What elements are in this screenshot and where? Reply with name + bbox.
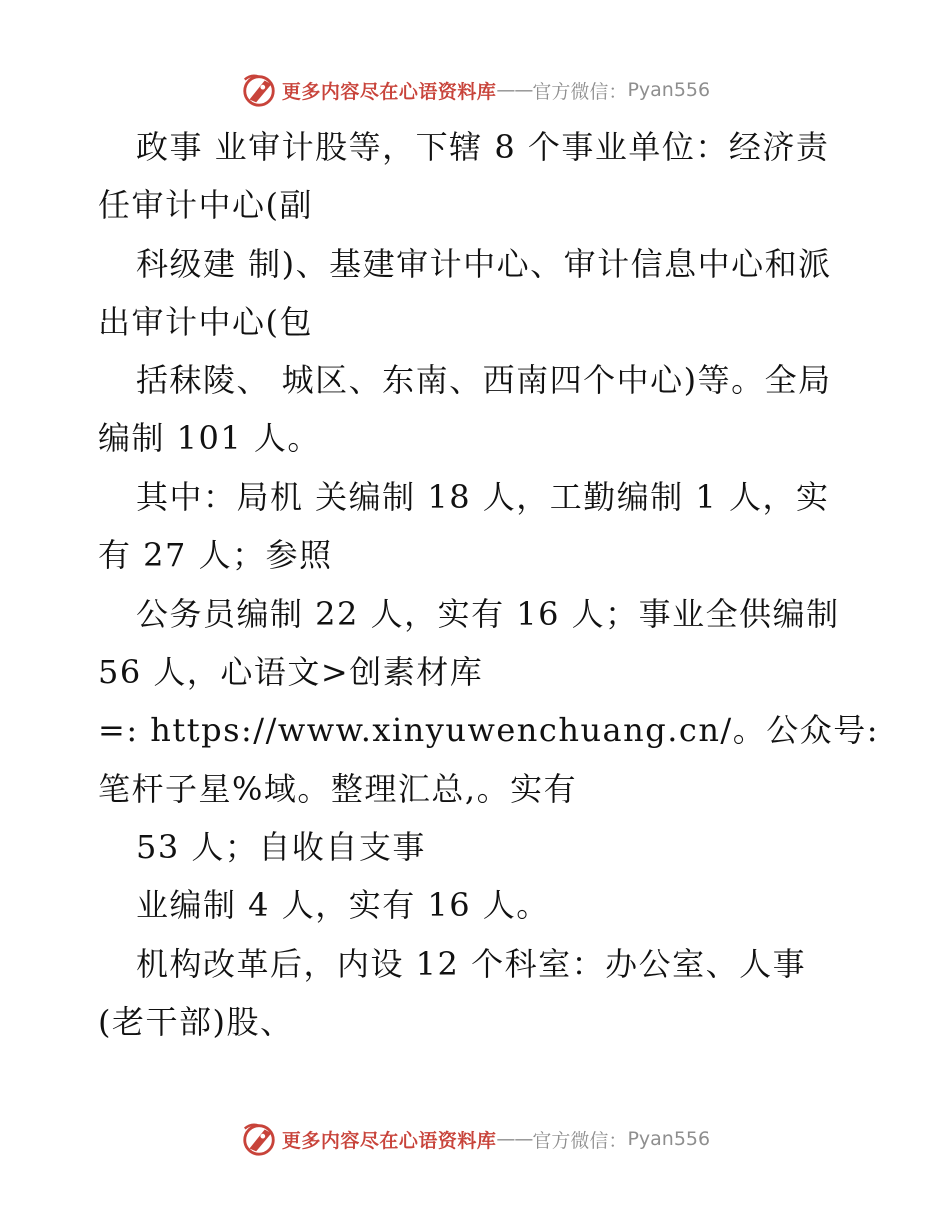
text-line: 科级建 制)、基建审计中心、审计信息中心和派 [136, 245, 832, 283]
text-line: 其中：局机 关编制 18 人，工勤编制 1 人，实 [136, 478, 830, 516]
text-line: 任审计中心(副 [98, 186, 313, 224]
text-line: 业编制 4 人，实有 16 人。 [136, 886, 550, 924]
text-line: 政事 业审计股等，下辖 8 个事业单位：经济责 [136, 128, 830, 166]
text-line: 公务员编制 22 人，实有 16 人；事业全供编制 [136, 595, 840, 633]
text-line: (老干部)股、 [98, 1003, 294, 1041]
pen-nib-circle-icon [240, 1120, 278, 1158]
text-line: 出审计中心(包 [98, 303, 313, 341]
banner-account: Pyan556 [627, 1128, 711, 1150]
text-line: 有 27 人；参照 [98, 536, 333, 574]
banner-brand-text: 更多内容尽在心语资料库 [281, 80, 497, 103]
banner-dash: —— [496, 79, 533, 101]
header-banner [0, 68, 950, 112]
pen-nib-circle-icon [240, 71, 278, 109]
text-line: 括秣陵、 城区、东南、西南四个中心)等。全局 [136, 361, 832, 399]
banner-brand-text: 更多内容尽在心语资料库 [281, 1129, 497, 1152]
text-line: 53 人；自收自支事 [136, 828, 426, 866]
banner-official-label: 官方微信： [532, 80, 628, 103]
text-line: 笔杆子星%域。整理汇总,。实有 [98, 770, 578, 808]
text-line: =: https://www.xinyuwenchuang.cn/。公众号: [98, 711, 879, 749]
banner-dash: —— [496, 1128, 533, 1150]
text-line: 机构改革后，内设 12 个科室：办公室、人事 [136, 945, 807, 983]
footer-banner [0, 1117, 950, 1161]
text-line: 编制 101 人。 [98, 419, 321, 457]
banner-account: Pyan556 [627, 79, 711, 101]
banner-official-label: 官方微信： [532, 1129, 628, 1152]
text-line: 56 人，心语文>创素材库 [98, 653, 484, 691]
